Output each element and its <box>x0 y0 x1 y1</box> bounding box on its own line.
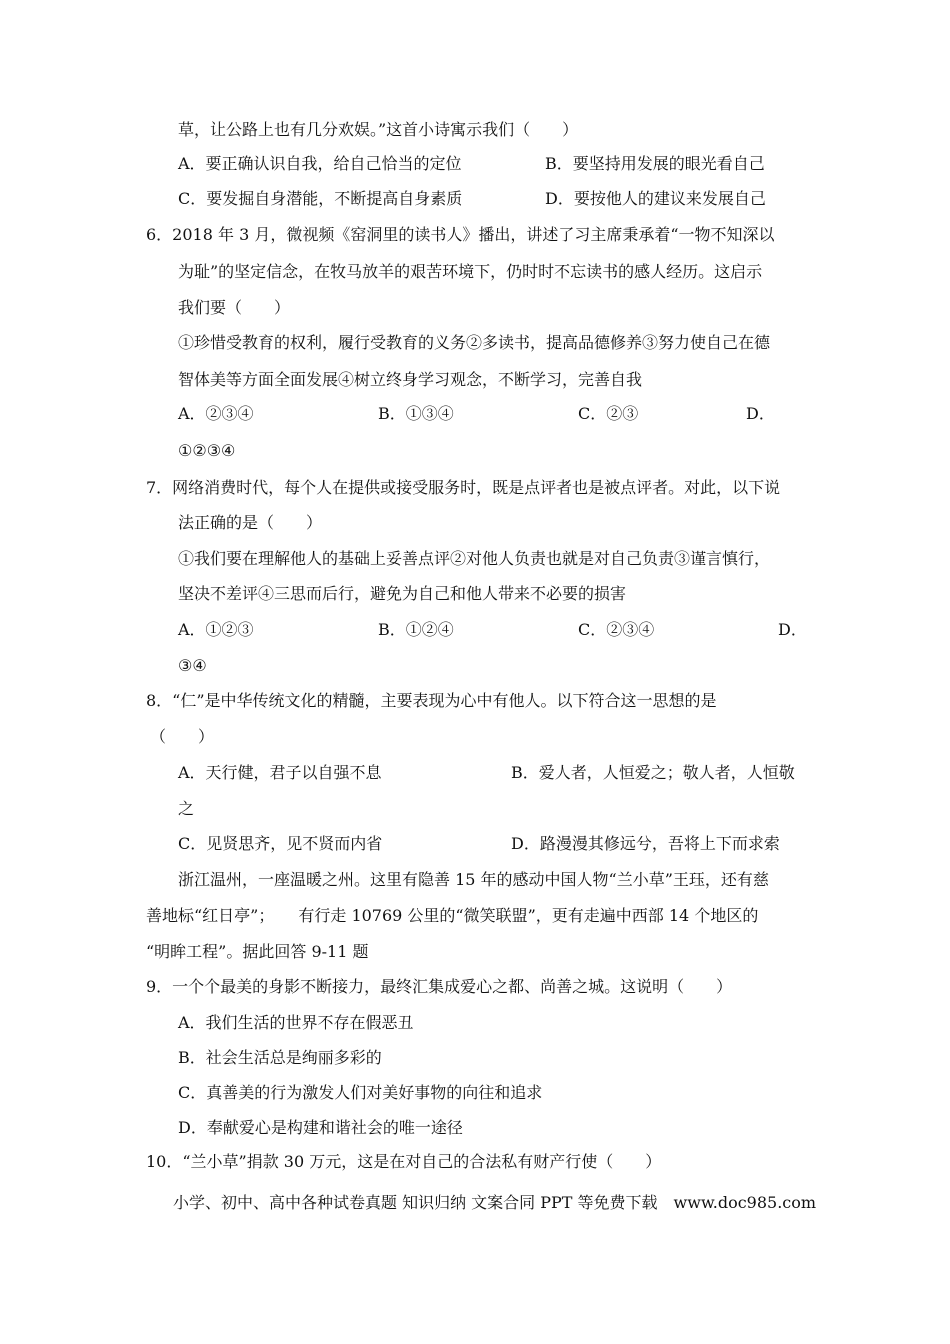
q7-option-c: C．②③④ <box>578 620 655 639</box>
q8-option-b: B．爱人者，人恒爱之；敬人者，人恒敬 <box>511 763 795 782</box>
q9-option-a: A．我们生活的世界不存在假恶丑 <box>178 1013 414 1032</box>
q8-option-a: A．天行健，君子以自强不息 <box>178 763 382 782</box>
q6-option-d-wrap: ①②③④ <box>178 441 236 460</box>
q5-option-c: C．要发掘自身潜能，不断提高自身素质 <box>178 189 463 208</box>
q7-stem-line-2: 法正确的是（ ） <box>178 513 323 532</box>
q6-stem-line-2: 为耻”的坚定信念，在牧马放羊的艰苦环境下，仍时时不忘读书的感人经历。这启示 <box>178 262 763 281</box>
page-footer: 小学、初中、高中各种试卷真题 知识归纳 文案合同 PPT 等免费下载 www.doc985.com <box>173 1193 817 1212</box>
q7-option-d: D． <box>778 620 807 639</box>
q6-stem-line-3: 我们要（ ） <box>178 298 291 317</box>
q7-statements-line-2: 坚决不差评④三思而后行，避免为自己和他人带来不必要的损害 <box>178 584 627 603</box>
q7-stem-line-1: 7．网络消费时代，每个人在提供或接受服务时，既是点评者也是被点评者。对此，以下说 <box>146 478 781 497</box>
q9-option-d: D．奉献爱心是构建和谐社会的唯一途径 <box>178 1118 463 1137</box>
q8-option-d: D．路漫漫其修远兮，吾将上下而求索 <box>511 834 780 853</box>
q6-stem-line-1: 6．2018 年 3 月，微视频《窑洞里的读书人》播出，讲述了习主席秉承着“一物不知深以 <box>146 225 775 244</box>
q9-stem: 9．一个个最美的身影不断接力，最终汇集成爱心之都、尚善之城。这说明（ ） <box>146 977 733 996</box>
q5-option-d: D．要按他人的建议来发展自己 <box>545 189 766 208</box>
passage-line-3: “明眸工程”。据此回答 9-11 题 <box>146 942 369 961</box>
q9-option-c: C．真善美的行为激发人们对美好事物的向往和追求 <box>178 1083 543 1102</box>
q5-option-b: B．要坚持用发展的眼光看自己 <box>545 154 765 173</box>
q6-option-c: C．②③ <box>578 404 639 423</box>
q7-option-d-wrap: ③④ <box>178 656 207 675</box>
q10-stem: 10．“兰小草”捐款 30 万元，这是在对自己的合法私有财产行使（ ） <box>146 1152 662 1171</box>
q7-statements-line-1: ①我们要在理解他人的基础上妥善点评②对他人负责也就是对自己负责③谨言慎行， <box>178 549 771 568</box>
q6-statements-line-2: 智体美等方面全面发展④树立终身学习观念，不断学习，完善自我 <box>178 370 643 389</box>
q8-option-c: C．见贤思齐，见不贤而内省 <box>178 834 383 853</box>
q5-stem-continuation: 草，让公路上也有几分欢娱。”这首小诗寓示我们（ ） <box>178 120 579 139</box>
q7-option-b: B．①②④ <box>378 620 454 639</box>
passage-line-2: 善地标“红日亭”； 有行走 10769 公里的“微笑联盟”，更有走遍中西部 14 个地区的 <box>146 906 759 925</box>
q6-option-a: A．②③④ <box>178 404 254 423</box>
q6-statements-line-1: ①珍惜受教育的权利，履行受教育的义务②多读书，提高品德修养③努力使自己在德 <box>178 333 771 352</box>
q8-option-b-wrap: 之 <box>178 799 195 818</box>
q8-stem-line-2: （ ） <box>150 727 215 746</box>
q6-option-b: B．①③④ <box>378 404 454 423</box>
passage-line-1: 浙江温州，一座温暖之州。这里有隐善 15 年的感动中国人物“兰小草”王珏，还有慈 <box>178 870 769 889</box>
q8-stem-line-1: 8．“仁”是中华传统文化的精髓，主要表现为心中有他人。以下符合这一思想的是 <box>146 691 717 710</box>
q9-option-b: B．社会生活总是绚丽多彩的 <box>178 1048 382 1067</box>
q5-option-a: A．要正确认识自我，给自己恰当的定位 <box>178 154 462 173</box>
q6-option-d: D． <box>746 404 775 423</box>
q7-option-a: A．①②③ <box>178 620 254 639</box>
